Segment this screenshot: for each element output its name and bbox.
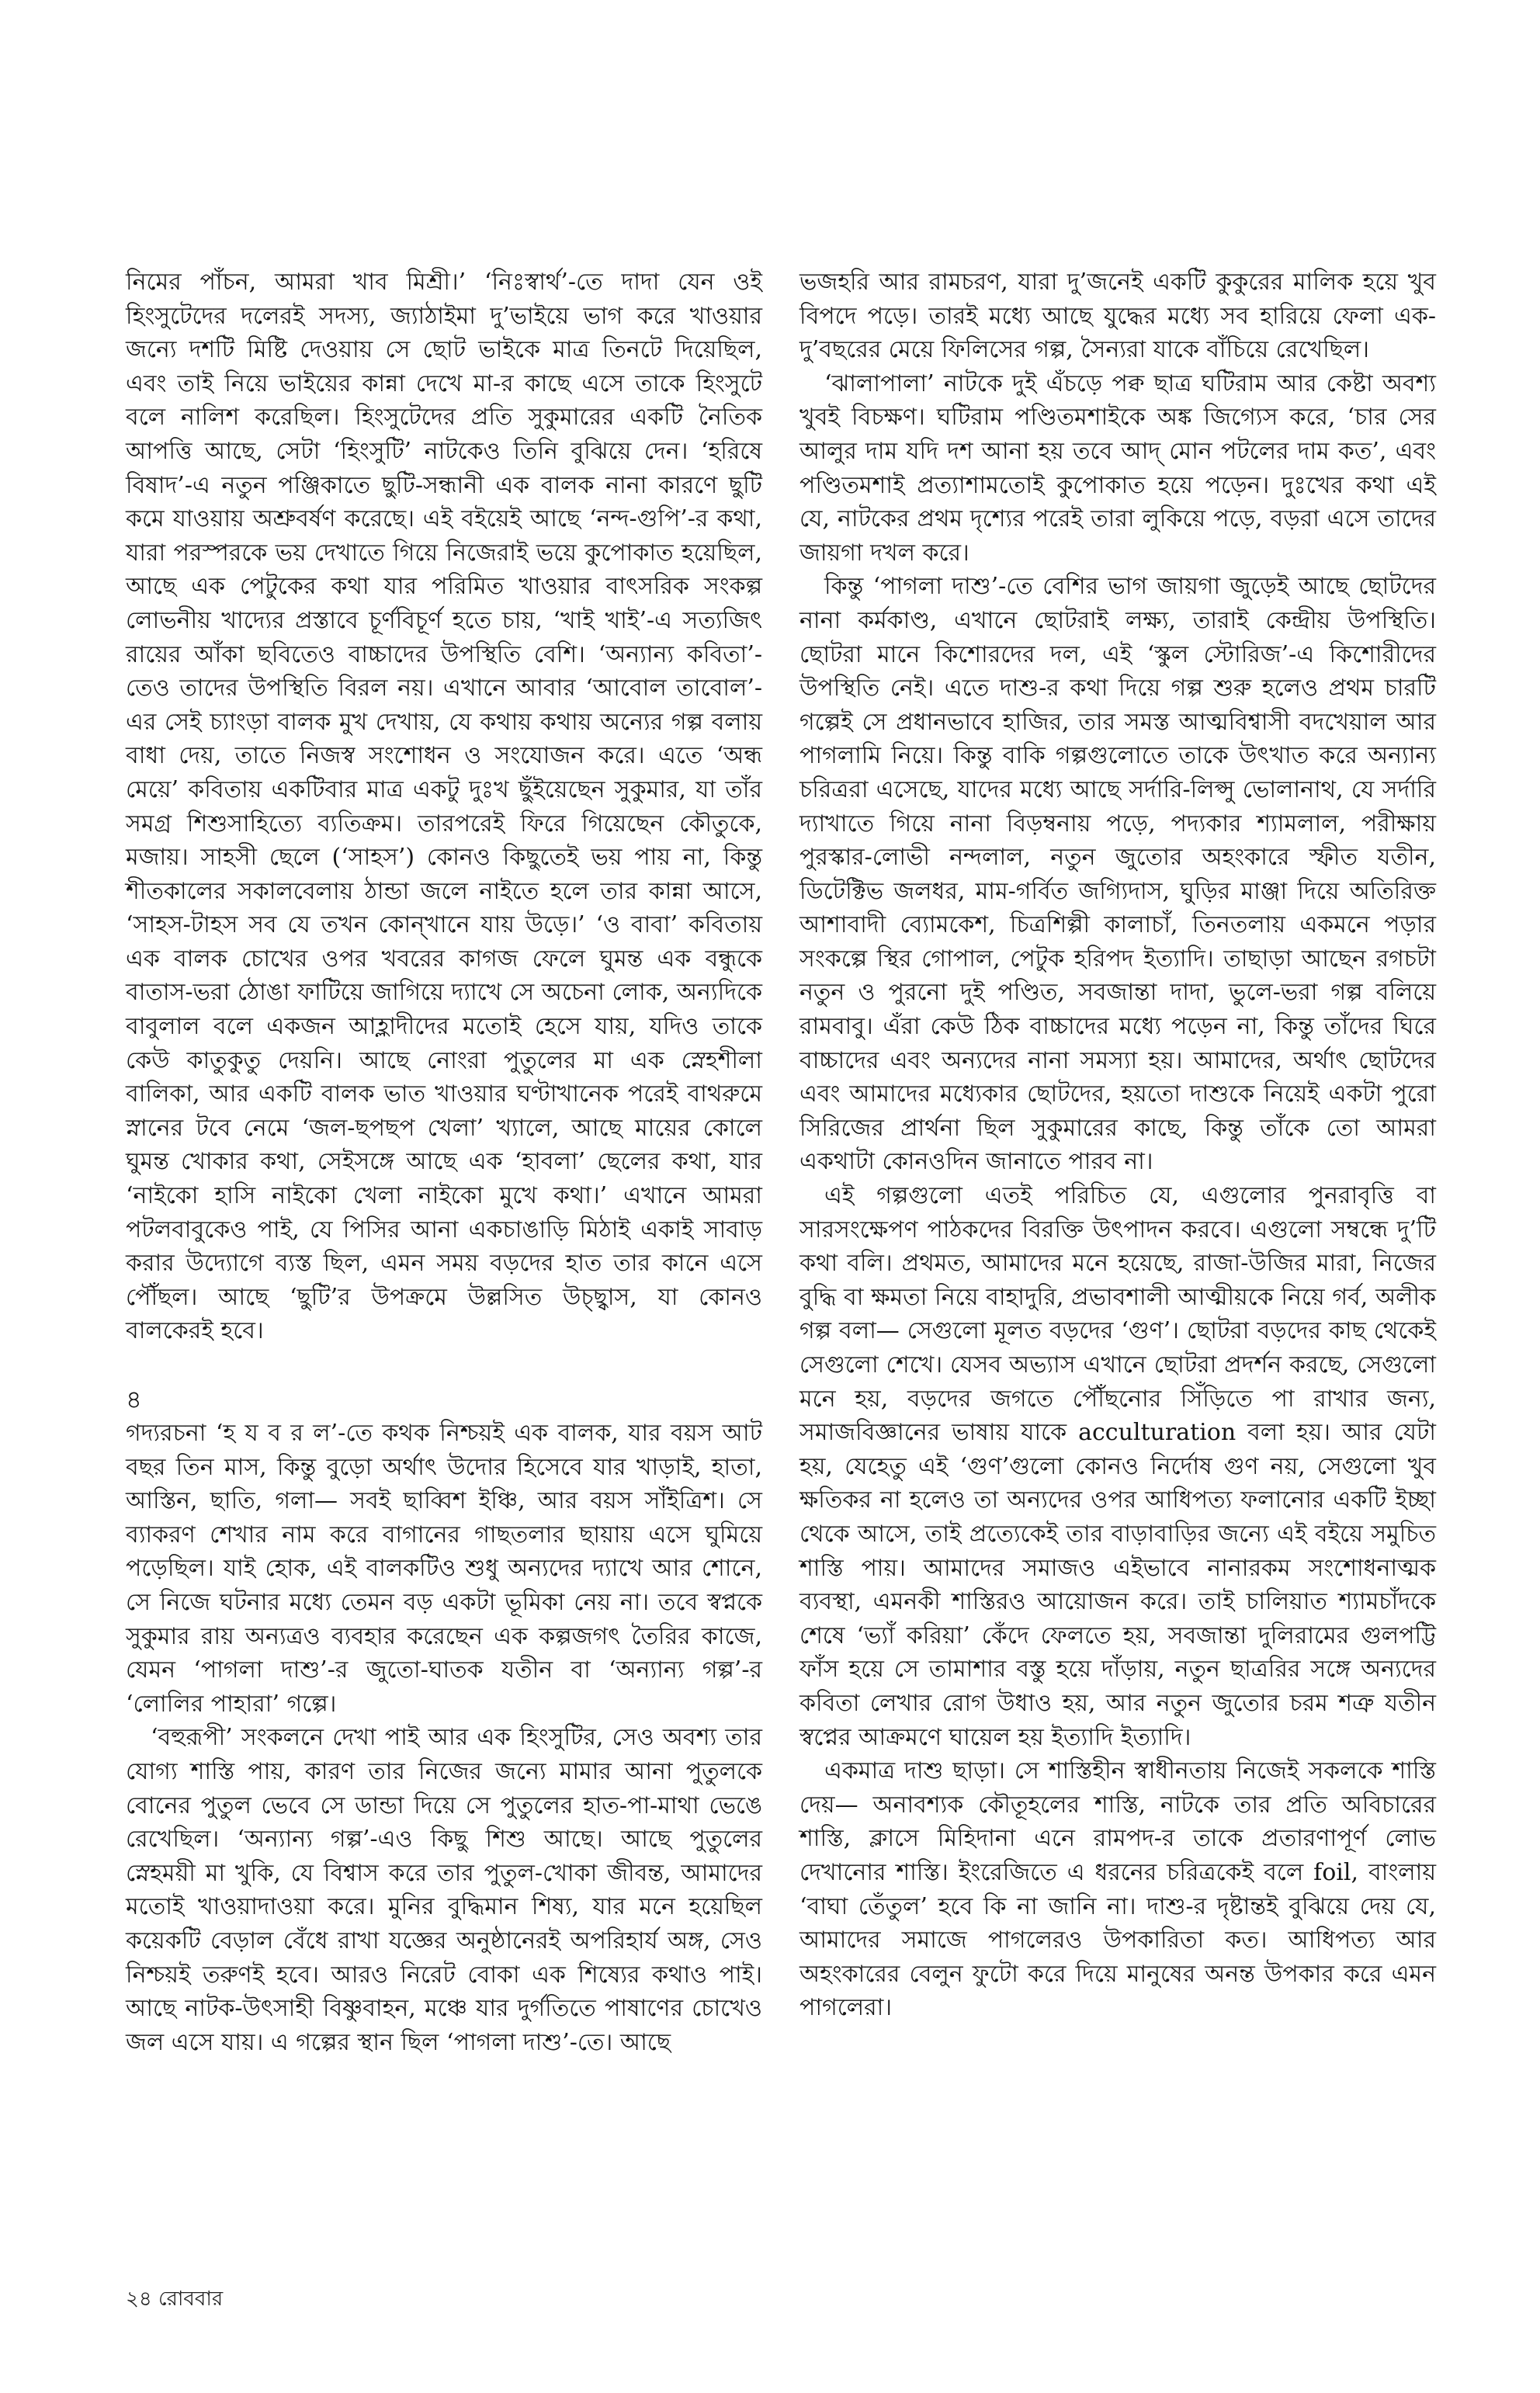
body-paragraph: ‘বহুরূপী’ সংকলনে দেখা পাই আর এক হিংসুটির, সেও অবশ্য তার যোগ্য শাস্তি পায়, কারণ তার নিজের জন্যে মামার আনা পুতুলকে বোনের পুতুল ভেবে সে ডান্ডা দিয়ে সে পুতুলের হাত-পা-মাথা ভেঙে রেখেছিল। ‘অন্যান্য গল্প’-এও কিছু শিশু আছে। আছে পুতুলের স্নেহময়ী মা খুকি, যে বিশ্বাস করে তার পুতুল-খোকা জীবন্ত, আমাদের মতোই খাওয়াদাওয়া করে। মুনির বুদ্ধিমান শিষ্য, যার মনে হয়েছিল কয়েকটি বেড়াল বেঁধে রাখা যজ্ঞের অনুষ্ঠানেরই অপরিহার্য অঙ্গ, সেও নিশ্চয়ই তরুণই হবে। আরও নিরেট বোকা এক শিষ্যের কথাও পাই। আছে নাটক-উৎসাহী বিষ্ণুবাহন, মঞ্চে যার দুর্গতিতে পাষাণের চোখেও জল এসে যায়। এ গল্পের স্থান ছিল ‘পাগলা দাশু’-তে। আছে <box>126 1724 762 2056</box>
body-paragraph: গদ্যরচনা ‘হ য ব র ল’-তে কথক নিশ্চয়ই এক বালক, যার বয়স আট বছর তিন মাস, কিন্তু বুড়ো অর্থাৎ উদোর হিসেবে যার খাড়াই, হাতা, আস্তিন, ছাতি, গলা— সবই ছাব্বিশ ইঞ্চি, আর বয়স সাঁইত্রিশ। সে ব্যাকরণ শেখার নাম করে বাগানের গাছতলার ছায়ায় এসে ঘুমিয়ে পড়েছিল। যাই হোক, এই বালকটিও শুধু অন্যদের দ্যাখে আর শোনে, সে নিজে ঘটনার মধ্যে তেমন বড় একটা ভূমিকা নেয় না। তবে স্বপ্নকে সুকুমার রায় অন্যত্রও ব্যবহার করেছেন এক কল্পজগৎ তৈরির কাজে, যেমন ‘পাগলা দাশু’-র জুতো-ঘাতক যতীন বা ‘অন্যান্য গল্প’-র ‘লোলির পাহারা’ গল্পে। <box>126 1420 762 1718</box>
body-paragraph: একমাত্র দাশু ছাড়া। সে শাস্তিহীন স্বাধীনতায় নিজেই সকলকে শাস্তি দেয়— অনাবশ্যক কৌতূহলের শাস্তি, নাটকে তার প্রতি অবিচারের শাস্তি, ক্লাসে মিহিদানা এনে রামপদ-র তাকে প্রতারণাপূর্ণ লোভ দেখানোর শাস্তি। ইংরেজিতে এ ধরনের চরিত্রকেই বলে foil, বাংলায় ‘বাঘা তেঁতুল’ হবে কি না জানি না। দাশু-র দৃষ্টান্তই বুঝিয়ে দেয় যে, আমাদের সমাজে পাগলেরও উপকারিতা কত। আধিপত্য আর অহংকারের বেলুন ফুটো করে দিয়ে মানুষের অনন্ত উপকার করে এমন পাগলেরা। <box>799 1757 1436 2022</box>
body-paragraph: ভজহরি আর রামচরণ, যারা দু’জনেই একটি কুকুরের মালিক হয়ে খুব বিপদে পড়ে। তারই মধ্যে আছে যুদ্ধের মধ্যে সব হারিয়ে ফেলা এক-দু’বছরের মেয়ে ফিলিসের গল্প, সৈন্যরা যাকে বাঁচিয়ে রেখেছিল। <box>799 269 1436 364</box>
body-paragraph: এই গল্পগুলো এতই পরিচিত যে, এগুলোর পুনরাবৃত্তি বা সারসংক্ষেপণ পাঠকদের বিরক্তি উৎপাদন করবে। এগুলো সম্বন্ধে দু’টি কথা বলি। প্রথমত, আমাদের মনে হয়েছে, রাজা-উজির মারা, নিজের বুদ্ধি বা ক্ষমতা নিয়ে বাহাদুরি, প্রভাবশালী আত্মীয়কে নিয়ে গর্ব, অলীক গল্প বলা— সেগুলো মূলত বড়দের ‘গুণ’। ছোটরা বড়দের কাছ থেকেই সেগুলো শেখে। যেসব অভ্যাস এখানে ছোটরা প্রদর্শন করছে, সেগুলো মনে হয়, বড়দের জগতে পৌঁছনোর সিঁড়িতে পা রাখার জন্য, সমাজবিজ্ঞানের ভাষায় যাকে acculturation বলা হয়। আর যেটা হয়, যেহেতু এই ‘গুণ’গুলো কোনও নির্দোষ গুণ নয়, সেগুলো খুব ক্ষতিকর না হলেও তা অন্যদের ওপর আধিপত্য ফলানোর একটি ইচ্ছা থেকে আসে, তাই প্রত্যেকেই তার বাড়াবাড়ির জন্যে এই বইয়ে সমুচিত শাস্তি পায়। আমাদের সমাজও এইভাবে নানারকম সংশোধনাত্মক ব্যবস্থা, এমনকী শাস্তিরও আয়োজন করে। তাই চালিয়াত শ্যামচাঁদকে শেষে ‘ভ্যাঁ করিয়া’ কেঁদে ফেলতে হয়, সবজান্তা দুলিরামের গুলপট্টি ফাঁস হয়ে সে তামাশার বস্তু হয়ে দাঁড়ায়, নতুন ছাত্ররির সঙ্গে অন্যদের কবিতা লেখার রোগ উধাও হয়, আর নতুন জুতোর চরম শত্রু যতীন স্বপ্নের আক্রমণে ঘায়েল হয় ইত্যাদি ইত্যাদি। <box>799 1182 1436 1751</box>
section-number: ৪ <box>126 1385 142 1414</box>
page-footer-folio: ২৪ রোববার <box>126 2287 224 2311</box>
body-paragraph: নিমের পাঁচন, আমরা খাব মিশ্রী।’ ‘নিঃস্বার্থ’-তে দাদা যেন ওই হিংসুটেদের দলেরই সদস্য, জ্যাঠাইমা দু’ভাইয়ে ভাগ করে খাওয়ার জন্যে দশটি মিষ্টি দেওয়ায় সে ছোট ভাইকে মাত্র তিনটে দিয়েছিল, এবং তাই নিয়ে ভাইয়ের কান্না দেখে মা-র কাছে এসে তাকে হিংসুটে বলে নালিশ করেছিল। হিংসুটেদের প্রতি সুকুমারের একটি নৈতিক আপত্তি আছে, সেটা ‘হিংসুটি’ নাটকেও তিনি বুঝিয়ে দেন। ‘হরিষে বিষাদ’-এ নতুন পঞ্জিকাতে ছুটি-সন্ধানী এক বালক নানা কারণে ছুটি কমে যাওয়ায় অশ্রুবর্ষণ করেছে। এই বইয়েই আছে ‘নন্দ-গুপি’-র কথা, যারা পরস্পরকে ভয় দেখাতে গিয়ে নিজেরাই ভয়ে কুপোকাত হয়েছিল, আছে এক পেটুকের কথা যার পরিমিত খাওয়ার বাৎসরিক সংকল্প লোভনীয় খাদ্যের প্রস্তাবে চূর্ণবিচূর্ণ হতে চায়, ‘খাই খাই’-এ সত্যজিৎ রায়ের আঁকা ছবিতেও বাচ্চাদের উপস্থিতি বেশি। ‘অন্যান্য কবিতা’-তেও তাদের উপস্থিতি বিরল নয়। এখানে আবার ‘আবোল তাবোল’-এর সেই চ্যাংড়া বালক মুখ দেখায়, যে কথায় কথায় অন্যের গল্প বলায় বাধা দেয়, তাতে নিজস্ব সংশোধন ও সংযোজন করে। এতে ‘অন্ধ মেয়ে’ কবিতায় একটিবার মাত্র একটু দুঃখ ছুঁইয়েছেন সুকুমার, যা তাঁর সমগ্র শিশুসাহিত্যে ব্যতিক্রম। তারপরেই ফিরে গিয়েছেন কৌতুকে, মজায়। সাহসী ছেলে (‘সাহস’) কোনও কিছুতেই ভয় পায় না, কিন্তু শীতকালের সকালবেলায় ঠান্ডা জলে নাইতে হলে তার কান্না আসে, ‘সাহস-টাহস সব যে তখন কোন্‌খানে যায় উড়ে।’ ‘ও বাবা’ কবিতায় এক বালক চোখের ওপর খবরের কাগজ ফেলে ঘুমন্ত এক বন্ধুকে বাতাস-ভরা ঠোঙা ফাটিয়ে জাগিয়ে দ্যাখে সে অচেনা লোক, অন্যদিকে বাবুলাল বলে একজন আহ্লাদীদের মতোই হেসে যায়, যদিও তাকে কেউ কাতুকুতু দেয়নি। আছে নোংরা পুতুলের মা এক স্নেহশীলা বালিকা, আর একটি বালক ভাত খাওয়ার ঘণ্টাখানেক পরেই বাথরুমে স্নানের টবে নেমে ‘জল-ছপছপ খেলা’ খ্যালে, আছে মায়ের কোলে ঘুমন্ত খোকার কথা, সেইসঙ্গে আছে এক ‘হাবলা’ ছেলের কথা, যার ‘নাইকো হাসি নাইকো খেলা নাইকো মুখে কথা।’ এখানে আমরা পটলবাবুকেও পাই, যে পিসির আনা একচাঙাড়ি মিঠাই একাই সাবাড় করার উদ্যোগে ব্যস্ত ছিল, এমন সময় বড়দের হাত তার কানে এসে পৌঁছল। আছে ‘ছুটি’র উপক্রমে উল্লসিত উচ্ছ্বাস, যা কোনও বালকেরই হবে। <box>126 269 762 1345</box>
body-paragraph: ‘ঝালাপালা’ নাটকে দুই এঁচড়ে পক্ব ছাত্র ঘটিরাম আর কেষ্টা অবশ্য খুবই বিচক্ষণ। ঘটিরাম পণ্ডিতমশাইকে অঙ্ক জিগ্যেস করে, ‘চার সের আলুর দাম যদি দশ আনা হয় তবে আদ্‌ মোন পটলের দাম কত’, এবং পণ্ডিতমশাই প্রত্যাশামতোই কুপোকাত হয়ে পড়েন। দুঃখের কথা এই যে, নাটকের প্রথম দৃশ্যের পরেই তারা লুকিয়ে পড়ে, বড়রা এসে তাদের জায়গা দখল করে। <box>799 369 1436 567</box>
left-column <box>126 265 762 2059</box>
right-column <box>799 265 1436 2025</box>
body-paragraph: কিন্তু ‘পাগলা দাশু’-তে বেশির ভাগ জায়গা জুড়েই আছে ছোটদের নানা কর্মকাণ্ড, এখানে ছোটরাই লক্ষ্য, তারাই কেন্দ্রীয় উপস্থিতি। ছোটরা মানে কিশোরদের দল, এই ‘স্কুল স্টোরিজ’-এ কিশোরীদের উপস্থিতি নেই। এতে দাশু-র কথা দিয়ে গল্প শুরু হলেও প্রথম চারটি গল্পেই সে প্রধানভাবে হাজির, তার সমস্ত আত্মবিশ্বাসী বদখেয়াল আর পাগলামি নিয়ে। কিন্তু বাকি গল্পগুলোতে তাকে উৎখাত করে অন্যান্য চরিত্ররা এসেছে, যাদের মধ্যে আছে সর্দারি-লিপ্সু ভোলানাথ, যে সর্দারি দ্যাখাতে গিয়ে নানা বিড়ম্বনায় পড়ে, পদ্যকার শ্যামলাল, পরীক্ষায় পুরস্কার-লোভী নন্দলাল, নতুন জুতোর অহংকারে স্ফীত যতীন, ডিটেক্টিভ জলধর, মাম-গর্বিত জগ্যিদাস, ঘুড়ির মাঞ্জা দিয়ে অতিরিক্ত আশাবাদী ব্যোমকেশ, চিত্রশিল্পী কালাচাঁ, তিনতলায় একমনে পড়ার সংকল্পে স্থির গোপাল, পেটুক হরিপদ ইত্যাদি। তাছাড়া আছেন রগচটা নতুন ও পুরনো দুই পণ্ডিত, সবজান্তা দাদা, ভুলে-ভরা গল্প বলিয়ে রামবাবু। এঁরা কেউ ঠিক বাচ্চাদের মধ্যে পড়েন না, কিন্তু তাঁদের ঘিরে বাচ্চাদের এবং অন্যদের নানা সমস্যা হয়। আমাদের, অর্থাৎ ছোটদের এবং আমাদের মধ্যেকার ছোটদের, হয়তো দাশুকে নিয়েই একটা পুরো সিরিজের প্রার্থনা ছিল সুকুমারের কাছে, কিন্তু তাঁকে তো আমরা একথাটা কোনওদিন জানাতে পারব না। <box>799 573 1436 1176</box>
